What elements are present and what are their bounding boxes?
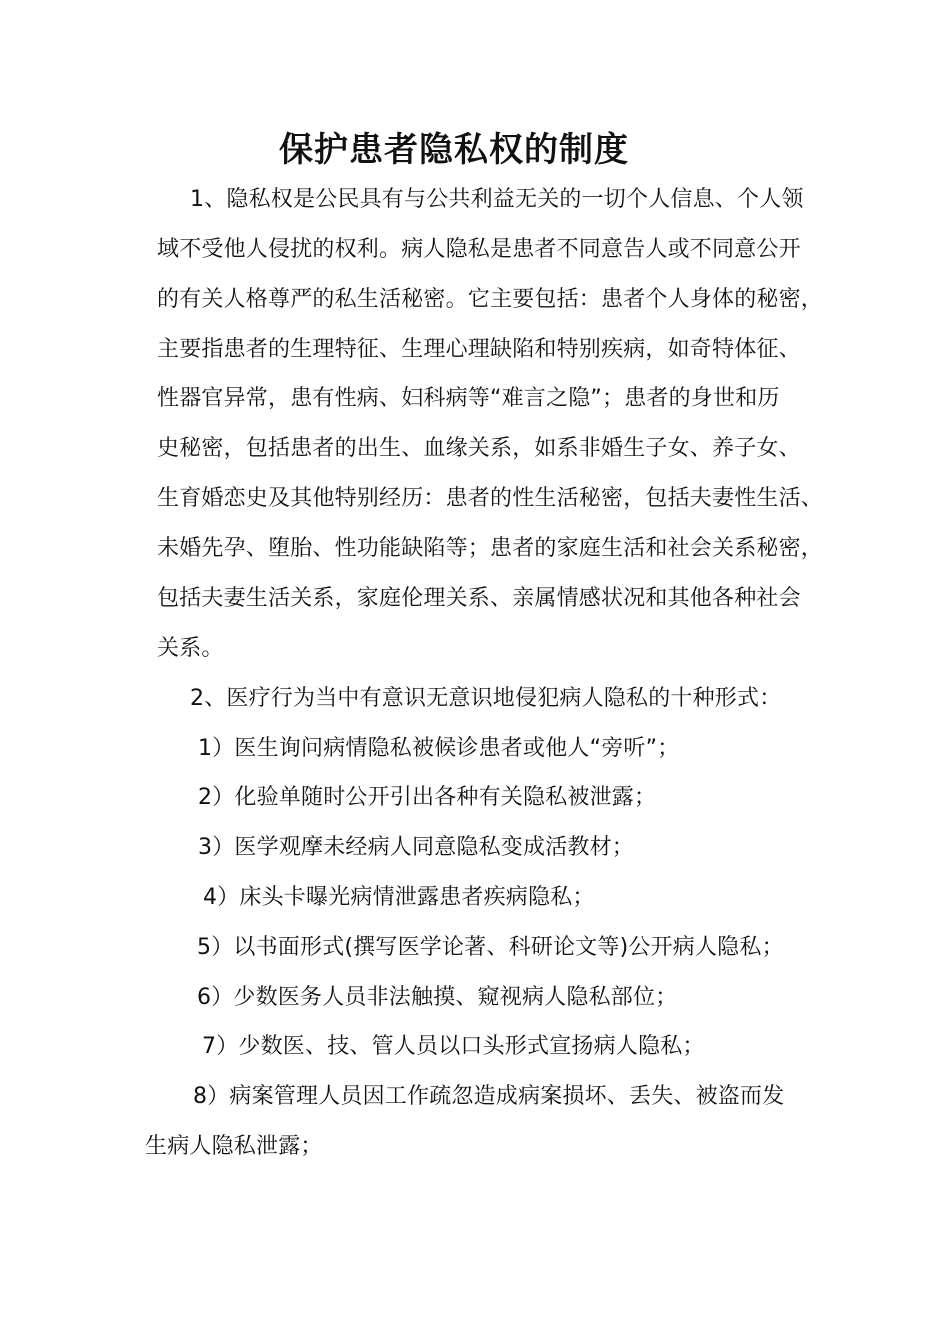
list-item-8: 8）病案管理人员因工作疏忽造成病案损坏、丢失、被盗而发 (193, 1084, 785, 1109)
list-item-1: 1）医生询问病情隐私被候诊患者或他人“旁听”； (198, 736, 680, 761)
paragraph-1-line-8: 未婚先孕、堕胎、性功能缺陷等；患者的家庭生活和社会关系秘密， (157, 536, 824, 561)
paragraph-1-line-6: 史秘密，包括患者的出生、血缘关系，如系非婚生子女、养子女、 (157, 436, 801, 461)
paragraph-1-line-9: 包括夫妻生活关系，家庭伦理关系、亲属情感状况和其他各种社会 (157, 586, 801, 611)
list-item-4: 4）床头卡曝光病情泄露患者疾病隐私； (203, 885, 595, 910)
list-item-5: 5）以书面形式(撰写医学论著、科研论文等)公开病人隐私； (197, 935, 784, 960)
paragraph-1-line-4: 主要指患者的生理特征、生理心理缺陷和特别疾病，如奇特体征、 (157, 337, 801, 362)
paragraph-1-line-3: 的有关人格尊严的私生活秘密。它主要包括：患者个人身体的秘密， (157, 287, 824, 312)
list-item-2: 2）化验单随时公开引出各种有关隐私被泄露； (198, 785, 657, 810)
list-item-8-continuation: 生病人隐私泄露； (145, 1134, 323, 1159)
paragraph-1-line-10: 关系。 (157, 636, 224, 661)
list-item-6: 6）少数医务人员非法触摸、窥视病人隐私部位； (197, 985, 678, 1010)
paragraph-1-line-2: 域不受他人侵扰的权利。病人隐私是患者不同意告人或不同意公开 (157, 237, 801, 262)
list-item-3: 3）医学观摩未经病人同意隐私变成活教材； (198, 835, 634, 860)
paragraph-1-line-5: 性器官异常，患有性病、妇科病等“难言之隐”；患者的身世和历 (157, 386, 780, 411)
list-item-7: 7）少数医、技、管人员以口头形式宣扬病人隐私； (202, 1034, 705, 1059)
document-title: 保护患者隐私权的制度 (279, 130, 629, 170)
paragraph-1-line-1: 1、隐私权是公民具有与公共利益无关的一切个人信息、个人领 (190, 187, 804, 212)
paragraph-2-intro: 2、医疗行为当中有意识无意识地侵犯病人隐私的十种形式： (190, 686, 782, 711)
paragraph-1-line-7: 生育婚恋史及其他特别经历：患者的性生活秘密，包括夫妻性生活、 (157, 486, 824, 511)
